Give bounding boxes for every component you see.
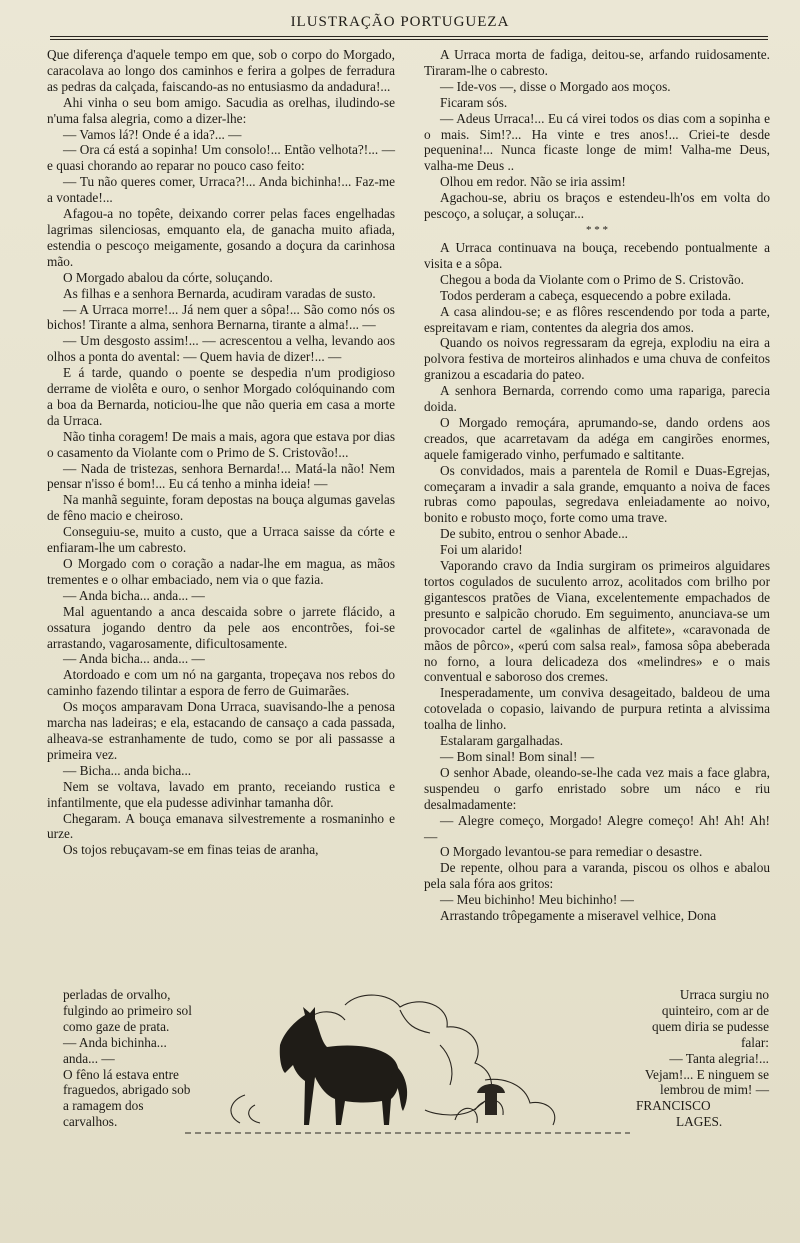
- paragraph: — Tu não queres comer, Urraca?!... Anda bichinha!... Faz-me a vontade!...: [47, 174, 395, 206]
- paragraph: Urraca surgiu no quinteiro, com ar de quem diria se pudesse falar:: [651, 987, 769, 1050]
- left-wrap-text: [63, 987, 193, 1130]
- author-signature: [636, 1098, 722, 1130]
- paragraph: Nem se voltava, lavado em pranto, receiando rustica e infantilmente, que ela pudesse adivinhar tamanha dôr.: [47, 778, 395, 810]
- right-wrap-text: [632, 987, 769, 1098]
- paragraph: A casa alindou-se; e as flôres rescendendo por toda a parte, espreitavam e riam, contentes da alegria dos amos.: [424, 303, 770, 335]
- header-rule: [50, 36, 768, 37]
- running-header: ILUSTRAÇÃO PORTUGUEZA: [290, 14, 510, 30]
- paragraph: Quando os noivos regressaram da egreja, explodiu na eira a polvora festiva de morteiros alinhados e uma chuva de confeitos granizou a escadaria do pateo.: [424, 335, 770, 383]
- paragraph: A Urraca morta de fadiga, deitou-se, arfando ruidosamente. Tiraram-lhe o cabresto.: [424, 47, 770, 78]
- paragraph: O senhor Abade, oleando-se-lhe cada vez mais a face glabra, suspendeu o garfo enristado sobre um náco e riu desalmadamente:: [424, 764, 770, 812]
- paragraph: Chegou a boda da Violante com o Primo de S. Cristovão.: [440, 271, 745, 287]
- paragraph: Chegaram. A bouça emanava silvestremente a rosmaninho e urze.: [47, 810, 395, 842]
- paragraph: O Morgado levantou-se para remediar o desastre.: [440, 844, 703, 860]
- paragraph: — Anda bichinha... anda... —: [63, 1034, 167, 1066]
- paragraph: — Meu bichinho! Meu bichinho! —: [440, 892, 634, 908]
- paragraph: Vaporando cravo da India surgiram os primeiros alguidares tortos cogulados de suculento arroz, acolitados com brilho por gigantescos pratões de Viana, excelentemente empachados de presunto e salpicão chorudo. Em seguimento, anunciava-se um provocador cartel de «galinhas de alfitete», «caravonada de mãos de pôrco», «perú com salsa real», famosa sôpa abeberada no forno, a loura delicadeza dos «melindres» e o mais conventual e saboroso dos cremes.: [424, 558, 770, 685]
- paragraph: Na manhã seguinte, foram depostas na bouça algumas gavelas de fêno macio e cheiroso.: [47, 492, 395, 524]
- paragraph: — Bom sinal! Bom sinal! —: [440, 748, 595, 764]
- left-column: [47, 47, 395, 858]
- paragraph: Todos perderam a cabeça, esquecendo a pobre exilada.: [440, 287, 732, 303]
- header-rule-thin: [50, 39, 768, 40]
- paragraph: Conseguiu-se, muito a custo, que a Urraca saisse da córte e enfiaram-lhe um cabresto.: [47, 524, 395, 556]
- paragraph: O fêno lá estava entre fraguedos, abrigado sob a ramagem dos carvalhos.: [63, 1066, 191, 1130]
- paragraph: O Morgado remoçára, aprumando-se, dando ordens aos creados, que acarretavam da adéga em cangirões enormes, aquele famigerado vinho, perfumado e saltitante.: [424, 414, 770, 462]
- paragraph: De repente, olhou para a varanda, piscou os olhos e abalou pela sala fóra aos gritos:: [424, 860, 770, 892]
- paragraph: O Morgado com o coração a nadar-lhe em magua, as mãos trementes e o olhar embaciado, nem via o que fazia.: [47, 556, 395, 587]
- right-column: [424, 47, 770, 924]
- paragraph: A Urraca continuava na bouça, recebendo pontualmente a visita e a sôpa.: [424, 239, 770, 271]
- paragraph: — A Urraca morre!... Já nem quer a sôpa!... São como nós os bichos! Tirante a alma, senhora Bernarna, tirante a alma!... —: [47, 301, 395, 333]
- paragraph: — Anda bicha... anda... —: [63, 651, 205, 667]
- paragraph: Ahi vinha o seu bom amigo. Sacudia as orelhas, iludindo-se n'uma falsa alegria, como a dizer-lhe:: [47, 94, 395, 126]
- paragraph: Atordoado e com um nó na garganta, tropeçava nos rebos do caminho fazendo tilintar a espora de ferro de Guimarães.: [47, 667, 395, 699]
- paragraph: Os convidados, mais a parentela de Romil e Duas-Egrejas, começaram a invadir a sala grande, emquanto a noiva de faces rubras como papoulas, segredava enleiadamente ao noivo, bonito e robusto moço, forte como uma trave.: [424, 462, 770, 526]
- paragraph: Que diferença d'aquele tempo em que, sob o corpo do Morgado, caracolava ao longo dos caminhos e ferira a golpes de ferradura as pedras da calçada, faiscando-as no entusiasmo da andadura!...: [47, 47, 395, 94]
- paragraph: — Vamos lá?! Onde é a ida?... —: [63, 126, 242, 142]
- paragraph: — Um desgosto assim!... — acrescentou a velha, levando aos olhos a ponta do avental: — Quem havia de dizer!... —: [47, 333, 395, 365]
- paragraph: — Alegre começo, Morgado! Alegre começo! Ah! Ah! Ah! —: [424, 812, 770, 844]
- paragraph: Olhou em redor. Não se iria assim!: [440, 174, 626, 190]
- paragraph: Agachou-se, abriu os braços e estendeu-lh'os em volta do pescoço, a soluçar, a soluçar...: [424, 190, 770, 222]
- paragraph: — Ide-vos —, disse o Morgado aos moços.: [440, 78, 671, 94]
- paragraph: E á tarde, quando o poente se despedia n'um prodigioso derrame de violêta e ouro, o senhor Morgado colóquinando com a boa da Bernarda, noticiou-lhe que não queria em casa a morte da Urraca.: [47, 365, 395, 428]
- paragraph: Os tojos rebuçavam-se em finas teias de aranha,: [63, 842, 319, 858]
- paragraph: As filhas e a senhora Bernarda, acudiram varadas de susto.: [63, 285, 376, 301]
- paragraph: O Morgado abalou da córte, soluçando.: [63, 269, 273, 285]
- paragraph: Ficaram sós.: [440, 94, 508, 110]
- paragraph: Estalaram gargalhadas.: [440, 733, 564, 749]
- paragraph: Inesperadamente, um conviva desageitado, baldeou de uma cotovelada o copasio, laivando de purpura retinta a alvissima toalha de linho.: [424, 685, 770, 733]
- paragraph: — Tanta alegria!... Vejam!... E ninguem se lembrou de mim! —: [644, 1050, 769, 1098]
- paragraph: Os moços amparavam Dona Urraca, suavisando-lhe a penosa marcha nas ladeiras; e ela, estacando de cansaço a cada passada, alheava-se estranhamente de tudo, como se por ali passasse a primeira vez.: [47, 699, 395, 762]
- paragraph: — Ora cá está a sopinha! Um consolo!... Então velhota?!... — e quasi chorando ao reparar no pouco caso feito:: [47, 142, 395, 174]
- paragraph: perladas de orvalho, fulgindo ao primeiro sol como gaze de prata.: [63, 987, 192, 1034]
- paragraph: Afagou-a no topête, deixando correr pelas faces engelhadas lagrimas silenciosas, emquanto ela, de ganacha muito afiada, estendia o pescoço meigamente, gosando a doçura da carinhosa mão.: [47, 206, 395, 269]
- paragraph: — Nada de tristezas, senhora Bernarda!... Matá-la não! Nem pensar n'isso é bom!... Eu cá tenho a minha ideia! —: [47, 460, 395, 492]
- paragraph: Não tinha coragem! De mais a mais, agora que estava por dias o casamento da Violante com o Primo de S. Cristovão!...: [47, 428, 395, 460]
- horse-in-pasture-illustration: [185, 985, 630, 1145]
- section-break: * * *: [586, 223, 608, 236]
- paragraph: — Adeus Urraca!... Eu cá virei todos os dias com a sopinha e o mais. Sim!?... Ha vinte e tres anos!... Criei-te desde pequenina!... Nunca ficaste longe de mim! Valha-me Deus, valha-me Deus ..: [424, 110, 770, 174]
- paragraph: A senhora Bernarda, correndo como uma rapariga, parecia doida.: [424, 383, 770, 415]
- paragraph: Foi um alarido!: [440, 542, 523, 558]
- paragraph: — Bicha... anda bicha...: [63, 762, 192, 778]
- paragraph: Mal aguentando a anca descaida sobre o jarrete flácido, a ossatura jogando dentro da pele aos encontrões, foi-se arrastando, vagarosamente, dificultosamente.: [47, 603, 395, 651]
- author-last-name: LAGES.: [676, 1113, 723, 1129]
- paragraph: De subito, entrou o senhor Abade...: [440, 526, 628, 542]
- paragraph: — Anda bicha... anda... —: [63, 587, 205, 603]
- paragraph: Arrastando trôpegamente a miseravel velhice, Dona: [440, 908, 717, 924]
- author-first-name: FRANCISCO: [636, 1098, 711, 1113]
